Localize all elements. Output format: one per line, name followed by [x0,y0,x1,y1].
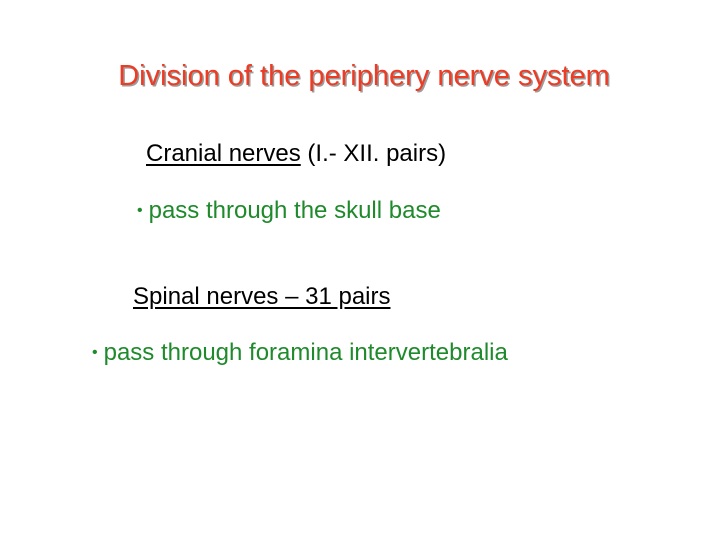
slide-title: Division of the periphery nerve system [118,60,610,92]
cranial-nerves-heading [146,139,446,169]
cranial-nerves-pairs: (I.- XII. pairs) [300,140,447,167]
bullet-dot-icon: • [137,202,143,219]
spinal-nerves-heading-text: Spinal nerves – 31 pairs [133,283,391,310]
cranial-nerves-bullet [137,196,441,226]
spinal-nerves-bullet [92,338,508,368]
spinal-nerves-bullet-text: pass through foramina intervertebralia [103,339,508,366]
spinal-nerves-heading [133,282,390,312]
bullet-dot-icon: • [92,344,98,361]
cranial-nerves-bullet-text: pass through the skull base [148,197,441,224]
cranial-nerves-heading-text: Cranial nerves [146,140,301,167]
